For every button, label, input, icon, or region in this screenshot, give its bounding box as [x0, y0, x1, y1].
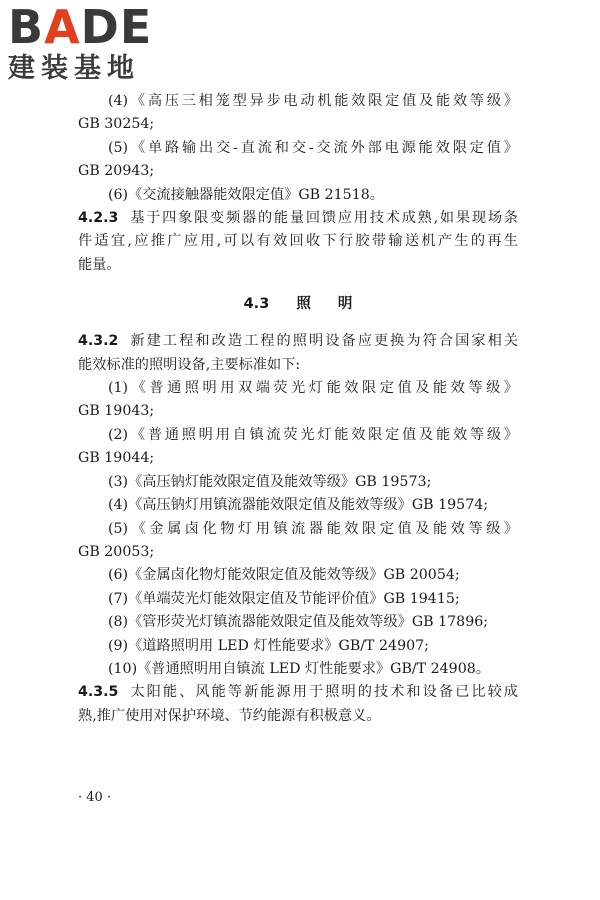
clause-text-line: 能量。 — [78, 256, 121, 273]
list-item-cont: GB 20053; — [78, 543, 155, 560]
brand-post: DE — [80, 0, 153, 54]
document-body — [78, 90, 518, 728]
list-item-cont: GB 19043; — [78, 403, 155, 420]
list-item: (3)《高压钠灯能效限定值及能效等级》GB 19573; — [108, 473, 432, 490]
clause-number: 4.3.2 — [78, 333, 119, 350]
clause-text: 新建工程和改造工程的照明设备应更换为符合国家相关 — [128, 333, 518, 350]
page-number: · 40 · — [78, 790, 112, 805]
clause-text: 基于四象限变频器的能量回馈应用技术成熟,如果现场条 — [128, 210, 518, 227]
brand-pre: B — [8, 0, 45, 54]
clause-4-3-2 — [78, 330, 518, 353]
clause-text-line: 件适宜,应推广应用,可以有效回收下行胶带输送机产生的再生 — [78, 233, 518, 250]
watermark-subtitle: 建装基地 — [8, 53, 140, 84]
clause-number: 4.3.5 — [78, 684, 119, 701]
clause-4-2-3 — [78, 207, 518, 230]
brand-accent: A — [44, 0, 81, 54]
clause-text-line: 熟,推广使用对保护环境、节约能源有积极意义。 — [78, 707, 381, 724]
list-item: (9)《道路照明用 LED 灯性能要求》GB/T 24907; — [108, 637, 429, 654]
list-item-cont: GB 30254; — [78, 116, 155, 133]
list-item: (6)《交流接触器能效限定值》GB 21518。 — [108, 186, 384, 203]
clause-4-3-5 — [78, 681, 518, 704]
list-item: (6)《金属卤化物灯能效限定值及能效等级》GB 20054; — [108, 567, 460, 584]
bade-watermark-logo — [8, 0, 178, 92]
list-item: (4)《高压钠灯用镇流器能效限定值及能效等级》GB 19574; — [108, 497, 489, 514]
list-item: (8)《管形荧光灯镇流器能效限定值及能效等级》GB 17896; — [108, 614, 489, 631]
list-item: (5)《单路输出交-直流和交-交流外部电源能效限定值》 — [108, 139, 518, 156]
list-item: (7)《单端荧光灯能效限定值及节能评价值》GB 19415; — [108, 590, 460, 607]
watermark-brand — [8, 0, 178, 54]
list-item-cont: GB 19044; — [78, 450, 155, 467]
list-item: (4)《高压三相笼型异步电动机能效限定值及能效等级》 — [108, 93, 518, 109]
list-item: (2)《普通照明用自镇流荧光灯能效限定值及能效等级》 — [108, 426, 518, 443]
list-item: (10)《普通照明用自镇流 LED 灯性能要求》GB/T 24908。 — [108, 660, 490, 677]
clause-number: 4.2.3 — [78, 210, 119, 227]
section-heading: 4.3 照 明 — [243, 296, 353, 313]
clause-text: 太阳能、风能等新能源用于照明的技术和设备已比较成 — [128, 684, 518, 701]
list-item: (1)《普通照明用双端荧光灯能效限定值及能效等级》 — [108, 380, 518, 397]
list-item: (5)《金属卤化物灯用镇流器能效限定值及能效等级》 — [108, 520, 518, 537]
list-item-cont: GB 20943; — [78, 163, 155, 180]
clause-text-line: 能效标准的照明设备,主要标准如下: — [78, 356, 301, 373]
